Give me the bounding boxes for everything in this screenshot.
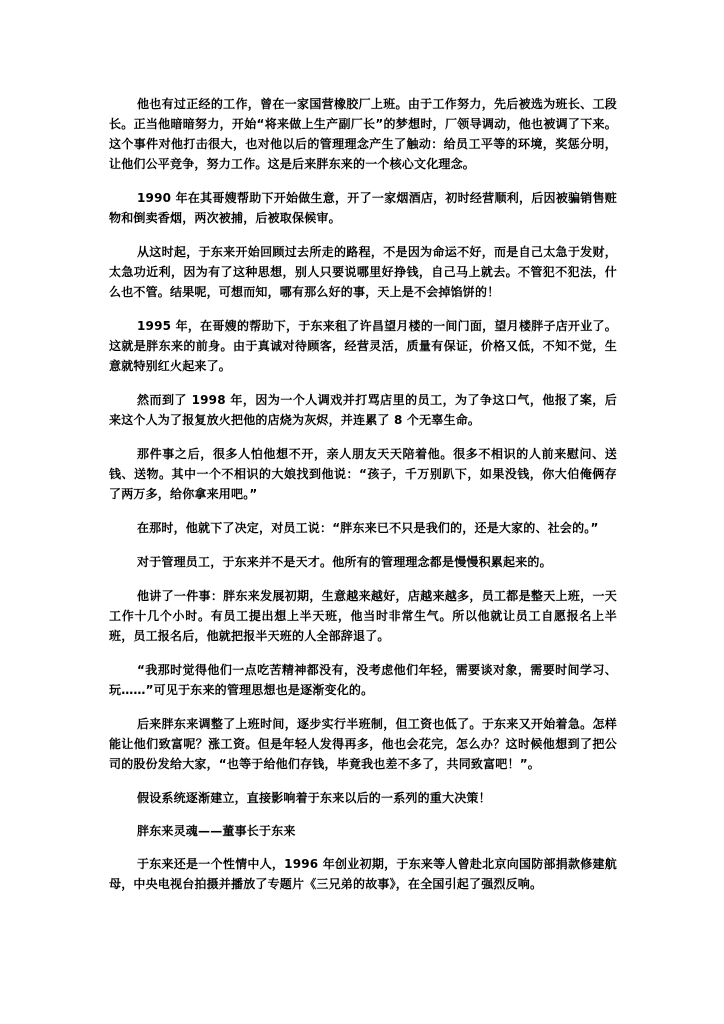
paragraph-decision: 在那时，他就下了决定，对员工说：“胖东来已不只是我们的，还是大家的、社会的。” (137, 521, 599, 535)
paragraph-1998-fire: 然而到了 1998 年，因为一个人调戏并打骂店里的员工，为了争这口气，他报了案，后来这个人为了报复放火把他的店烧为灰烬，并连累了 8 个无辜生命。 (109, 393, 617, 427)
paragraph-management-intro: 对于管理员工，于东来并不是天才。他所有的管理理念都是慢慢积累起来的。 (137, 555, 552, 569)
paragraph-1995-store-opening: 1995 年，在哥嫂的帮助下，于东来租了许昌望月楼的一间门面，望月楼胖子店开业了。这就是胖东来的前身。由于真诚对待顾客，经营灵活，质量有保证，价格又低，不知不觉，生意就特别红火起来了。 (109, 319, 617, 373)
document-page (109, 94, 617, 908)
paragraph-half-day-story: 他讲了一件事：胖东来发展初期，生意越来越好，店越来越多，员工都是整天上班，一天工作十几个小时。有员工提出想上半天班，他当时非常生气。所以他就让员工自愿报名上半班，员工报名后，他就把报半天班的人全部辞退了。 (109, 589, 617, 643)
paragraph-1996-donation: 于东来还是一个性情中人，1996 年创业初期，于东来等人曾赴北京向国防部捐款修建航母，中央电视台拍摄并播放了专题片《三兄弟的故事》，在全国引起了强烈反响。 (109, 857, 617, 891)
paragraph-shares: 后来胖东来调整了上班时间，逐步实行半班制，但工资也低了。于东来又开始着急。怎样能让他们致富呢？涨工资。但是年轻人发得再多，他也会花完，怎么办？这时候他想到了把公司的股份发给大家，“也等于给他们存钱，毕竟我也差不多了，共同致富吧！”。 (109, 717, 617, 771)
section-heading: 胖东来灵魂——董事长于东来 (137, 824, 296, 838)
paragraph-system: 假设系统逐渐建立，直接影响着于东来以后的一系列的重大决策！ (137, 791, 491, 805)
paragraph-reflection: 从这时起，于东来开始回顾过去所走的路程，不是因为命运不好，而是自己太急于发财，太急功近利，因为有了这种思想，别人只要说哪里好挣钱，自己马上就去。不管犯不犯法，什么也不管。结果呢，可想而知，哪有那么好的事，天上是不会掉馅饼的！ (109, 245, 617, 299)
paragraph-quote: “我那时觉得他们一点吃苦精神都没有，没考虑他们年轻，需要谈对象，需要时间学习、玩……”可见于东来的管理思想也是逐渐变化的。 (109, 663, 617, 697)
paragraph-community-support: 那件事之后，很多人怕他想不开，亲人朋友天天陪着他。很多不相识的人前来慰问、送钱、送物。其中一个不相识的大娘找到他说：“孩子，千万别趴下，如果没钱，你大伯俺俩存了两万多，给你拿来用吧。” (109, 447, 617, 501)
paragraph-1990-tobacco-shop: 1990 年在其哥嫂帮助下开始做生意，开了一家烟酒店，初时经营顺利，后因被骗销售赃物和倒卖香烟，两次被捕，后被取保候审。 (109, 191, 617, 225)
paragraph-factory-job: 他也有过正经的工作，曾在一家国营橡胶厂上班。由于工作努力，先后被选为班长、工段长。正当他暗暗努力，开始“将来做上生产副厂长”的梦想时，厂领导调动，他也被调了下来。这个事件对他打击很大，也对他以后的管理理念产生了触动：给员工平等的环境，奖惩分明，让他们公平竞争，努力工作。这是后来胖东来的一个核心文化理念。 (109, 97, 617, 171)
